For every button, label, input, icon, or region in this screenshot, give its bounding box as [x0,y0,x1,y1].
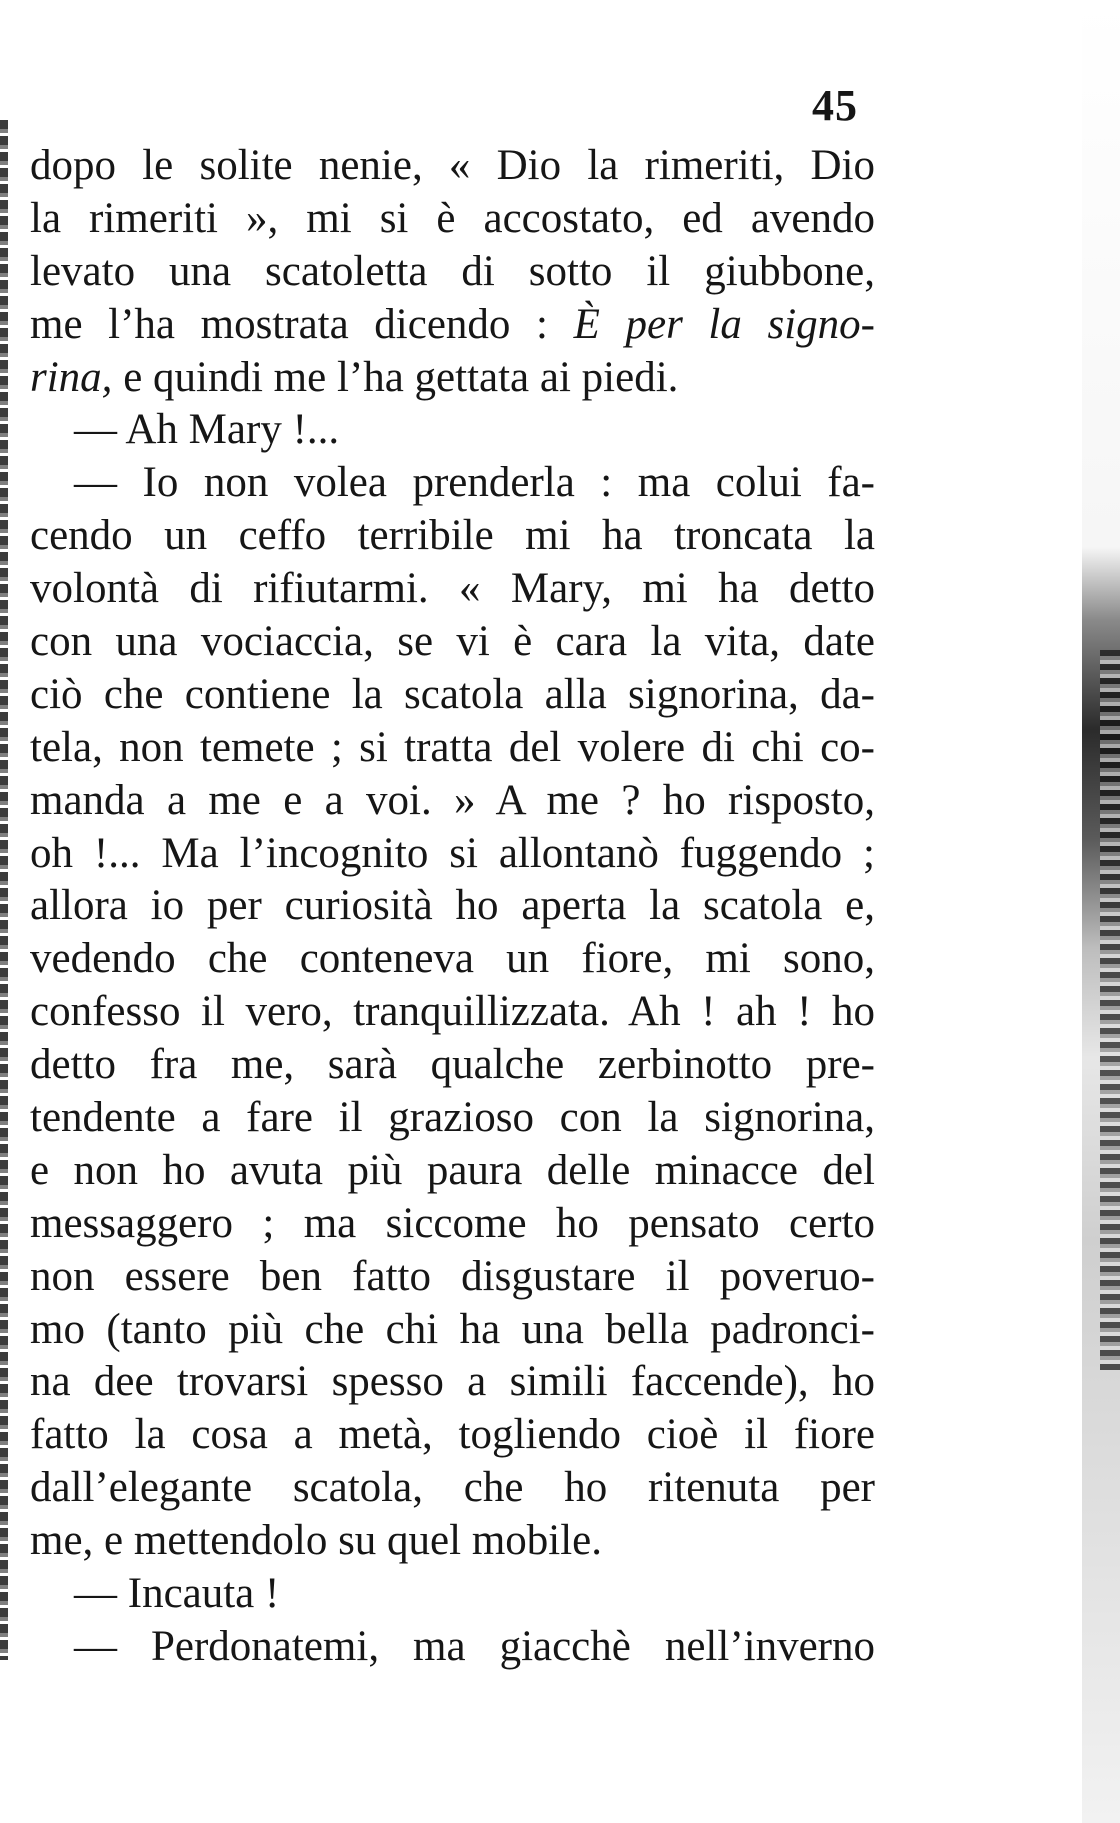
text-line: manda a me e a voi. » A me ? ho risposto, [30,776,875,824]
text-line: dall’elegante scatola, che ho ritenuta per [30,1464,875,1512]
text-line [30,299,875,352]
text-line: me, e mettendolo su quel mobile. [30,1517,603,1565]
italic-phrase: rina, [30,353,113,401]
text-line: na dee trovarsi spesso a simili faccende), ho [30,1358,875,1406]
text-line: non essere ben fatto disgustare il poveruo- [30,1252,875,1300]
text-line: tendente a fare il grazioso con la signorina, [30,1094,875,1142]
dialogue-line: — Ah Mary !... [74,406,340,454]
dialogue-line: — Incauta ! [74,1570,280,1618]
text-line: fatto la cosa a metà, togliendo cioè il fiore [30,1411,875,1459]
text-line: messaggero ; ma siccome ho pensato certo [30,1199,875,1247]
text-line: cendo un ceffo terribile mi ha troncata la [30,512,875,560]
text-line: volontà di rifiutarmi. « Mary, mi ha detto [30,565,875,613]
text-line: vedendo che conteneva un fiore, mi sono, [30,935,875,983]
text-line: detto fra me, sarà qualche zerbinotto pre- [30,1041,875,1089]
text-line: dopo le solite nenie, « Dio la rimeriti, Dio [30,142,875,189]
scan-right-edge-noise [1100,650,1120,1370]
text-line: levato una scatoletta di sotto il giubbone, [30,247,875,295]
text-line: e non ho avuta più paura delle minacce del [30,1146,875,1194]
text-line: ciò che contiene la scatola alla signorina, da- [30,670,875,718]
italic-phrase: È per la signo- [573,300,875,348]
dialogue-line: — Io non volea prenderla : ma colui fa- [74,459,875,507]
text-line-end: e quindi me l’ha gettata ai piedi. [112,353,679,401]
text-line: oh !... Ma l’incognito si allontanò fuggendo ; [30,829,875,877]
scan-left-edge [0,120,8,1660]
text-line: con una vociaccia, se vi è cara la vita, date [30,618,875,666]
text-line: confesso il vero, tranquillizzata. Ah ! ah ! ho [30,988,875,1036]
dialogue-line: — Perdonatemi, ma giacchè nell’inverno [74,1622,875,1670]
text-line: la rimeriti », mi si è accostato, ed avendo [30,194,875,242]
text-line-start: me l’ha mostrata dicendo : [30,300,574,348]
page-text [30,140,875,1674]
page-number: 45 [812,81,858,130]
text-line: mo (tanto più che chi ha una bella padronci- [30,1305,875,1353]
text-line: allora io per curiosità ho aperta la scatola e, [30,882,875,930]
text-line: tela, non temete ; si tratta del volere di chi co- [30,723,875,771]
text-line [30,352,875,405]
